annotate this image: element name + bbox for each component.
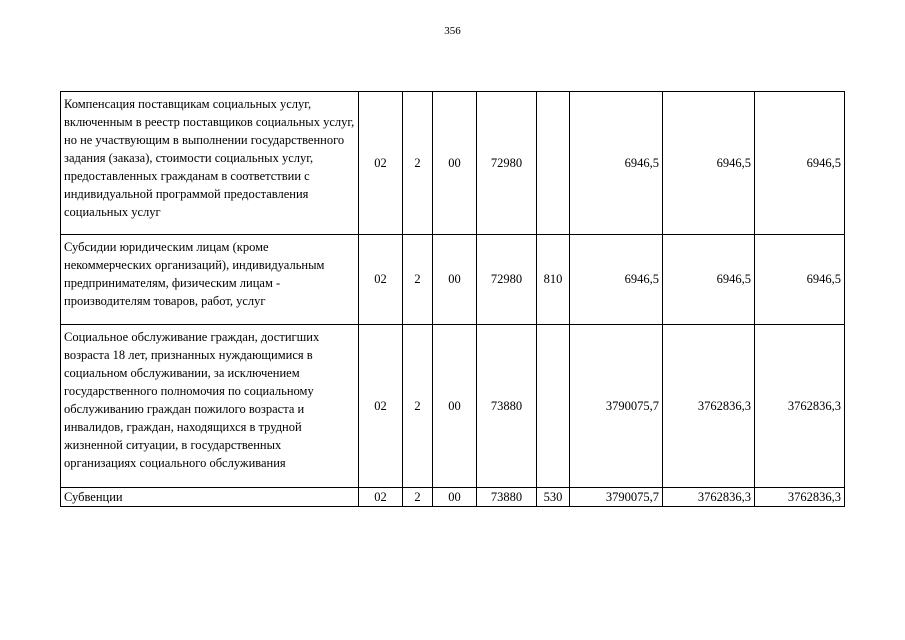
expense-type-cell: 810	[537, 235, 570, 325]
table-row	[61, 92, 845, 235]
row-name-cell: Компенсация поставщикам социальных услуг, включенным в реестр поставщиков социальных услуг, но не участвующим в выполнении государственного задания (заказа), стоимости социальных услуг, предоставленных гражданам в соответствии с индивидуальной программой предоставления социальных услуг	[61, 92, 359, 235]
subprogram-code-cell: 2	[403, 235, 433, 325]
program-code-cell: 02	[359, 325, 403, 488]
main-event-code-cell: 00	[433, 325, 477, 488]
row-name-cell: Субсидии юридическим лицам (кроме некоммерческих организаций), индивидуальным предпринимателям, физическим лицам - производителям товаров, работ, услуг	[61, 235, 359, 325]
subprogram-code-cell: 2	[403, 488, 433, 507]
page-number: 356	[444, 25, 461, 37]
table-row	[61, 325, 845, 488]
program-code-cell: 02	[359, 92, 403, 235]
budget-table	[60, 91, 845, 507]
main-event-code-cell: 00	[433, 92, 477, 235]
expense-type-cell	[537, 325, 570, 488]
table-row	[61, 488, 845, 507]
subprogram-code-cell: 2	[403, 325, 433, 488]
row-name-cell: Социальное обслуживание граждан, достигших возраста 18 лет, признанных нуждающимися в социальном обслуживании, за исключением государственного полномочия по социальному обслуживанию граждан пожилого возраста и инвалидов, граждан, находящихся в трудной жизненной ситуации, в государственных организациях социального обслуживания	[61, 325, 359, 488]
amount-year-1-cell: 6946,5	[570, 92, 663, 235]
amount-year-1-cell: 3790075,7	[570, 325, 663, 488]
amount-year-2-cell: 6946,5	[663, 92, 755, 235]
amount-year-2-cell: 3762836,3	[663, 325, 755, 488]
amount-year-3-cell: 3762836,3	[755, 488, 845, 507]
amount-year-1-cell: 3790075,7	[570, 488, 663, 507]
subprogram-code-cell: 2	[403, 92, 433, 235]
direction-code-cell: 72980	[477, 235, 537, 325]
expense-type-cell	[537, 92, 570, 235]
direction-code-cell: 72980	[477, 92, 537, 235]
program-code-cell: 02	[359, 235, 403, 325]
table-row	[61, 235, 845, 325]
amount-year-2-cell: 6946,5	[663, 235, 755, 325]
amount-year-2-cell: 3762836,3	[663, 488, 755, 507]
row-name-cell: Субвенции	[61, 488, 359, 507]
amount-year-1-cell: 6946,5	[570, 235, 663, 325]
amount-year-3-cell: 3762836,3	[755, 325, 845, 488]
direction-code-cell: 73880	[477, 325, 537, 488]
direction-code-cell: 73880	[477, 488, 537, 507]
amount-year-3-cell: 6946,5	[755, 92, 845, 235]
amount-year-3-cell: 6946,5	[755, 235, 845, 325]
program-code-cell: 02	[359, 488, 403, 507]
expense-type-cell: 530	[537, 488, 570, 507]
main-event-code-cell: 00	[433, 488, 477, 507]
main-event-code-cell: 00	[433, 235, 477, 325]
